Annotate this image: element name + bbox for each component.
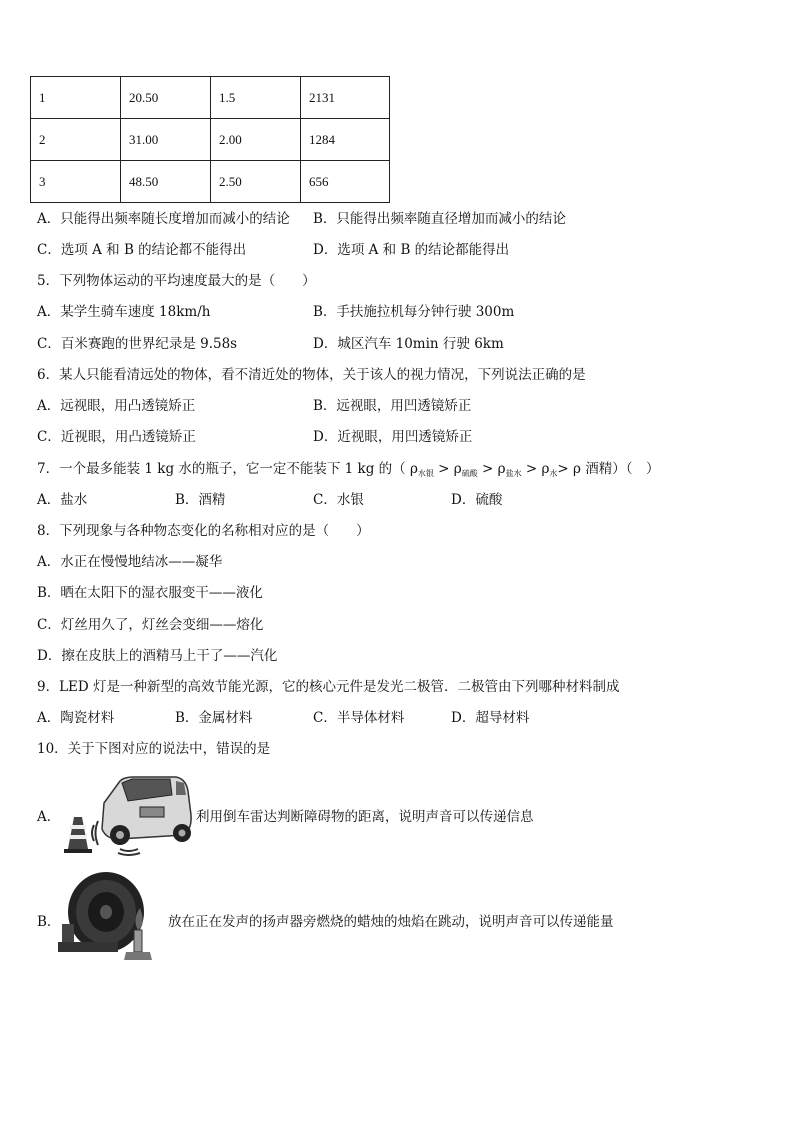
q5-stem: 5．下列物体运动的平均速度最大的是（ ） — [37, 273, 316, 289]
q7-option-b: B．酒精 — [175, 492, 226, 508]
table-row — [31, 77, 390, 119]
q7-option-c: C．水银 — [313, 492, 364, 508]
q5-option-a: A．某学生骑车速度 18km/h — [37, 304, 211, 320]
q9-option-a: A．陶瓷材料 — [37, 710, 115, 726]
q4-option-c: C．选项 A 和 B 的结论都不能得出 — [37, 242, 247, 258]
q8-option-d: D．擦在皮肤上的酒精马上干了——汽化 — [37, 648, 278, 664]
car-radar-image — [58, 773, 194, 857]
q10-stem: 10．关于下图对应的说法中，错误的是 — [37, 741, 271, 757]
q10-option-b-text: 放在正在发声的扬声器旁燃烧的蜡烛的烛焰在跳动，说明声音可以传递能量 — [168, 914, 614, 930]
q9-option-b: B．金属材料 — [175, 710, 253, 726]
q5-option-d: D．城区汽车 10min 行驶 6km — [313, 336, 504, 352]
q8-stem: 8．下列现象与各种物态变化的名称相对应的是（ ） — [37, 523, 370, 539]
table-cell: 1 — [31, 77, 121, 119]
q8-option-b: B．晒在太阳下的湿衣服变干——液化 — [37, 585, 263, 601]
table-cell: 656 — [301, 161, 390, 203]
q6-stem: 6．某人只能看清远处的物体，看不清近处的物体，关于该人的视力情况，下列说法正确的是 — [37, 367, 586, 383]
table-cell: 20.50 — [121, 77, 211, 119]
q4-option-a: A．只能得出频率随长度增加而减小的结论 — [37, 211, 290, 227]
q5-option-b: B．手扶施拉机每分钟行驶 300m — [313, 304, 515, 320]
table-cell: 3 — [31, 161, 121, 203]
q4-option-b: B．只能得出频率随直径增加而减小的结论 — [313, 211, 566, 227]
q7-option-a: A．盐水 — [37, 492, 88, 508]
table-cell: 31.00 — [121, 119, 211, 161]
table-row — [31, 119, 390, 161]
table-cell: 2.00 — [211, 119, 301, 161]
q5-option-c: C．百米赛跑的世界纪录是 9.58s — [37, 336, 238, 352]
q6-option-a: A．远视眼，用凸透镜矫正 — [37, 398, 196, 414]
q7-option-d: D．硫酸 — [451, 492, 503, 508]
q10-option-b-label: B． — [37, 914, 61, 930]
q6-option-c: C．近视眼，用凸透镜矫正 — [37, 429, 196, 445]
q6-option-d: D．近视眼，用凹透镜矫正 — [313, 429, 473, 445]
table-cell: 2 — [31, 119, 121, 161]
q8-option-c: C．灯丝用久了，灯丝会变细——熔化 — [37, 617, 264, 633]
speaker-candle-image — [58, 868, 168, 964]
q7-stem: 7．一个最多能装 1 kg 水的瓶子，它一定不能装下 1 kg 的（ $\rho_{水银} > \rho_{硫酸} > \rho_{盐水} > \rho_水> \rho$ 酒精）（ ） — [37, 461, 660, 478]
q9-stem: 9．LED 灯是一种新型的高效节能光源，它的核心元件是发光二极管．二极管由下列哪种材料制成 — [37, 679, 620, 695]
table-row — [31, 161, 390, 203]
q9-option-d: D．超导材料 — [451, 710, 530, 726]
q9-option-c: C．半导体材料 — [313, 710, 405, 726]
q10-option-a-label: A． — [37, 809, 61, 825]
data-table — [30, 76, 390, 203]
q8-option-a: A．水正在慢慢地结冰——凝华 — [37, 554, 223, 570]
q6-option-b: B．远视眼，用凹透镜矫正 — [313, 398, 472, 414]
table-cell: 1284 — [301, 119, 390, 161]
q10-option-a-text: 利用倒车雷达判断障碍物的距离，说明声音可以传递信息 — [196, 809, 534, 825]
table-cell: 1.5 — [211, 77, 301, 119]
table-cell: 2131 — [301, 77, 390, 119]
q4-option-d: D．选项 A 和 B 的结论都能得出 — [313, 242, 510, 258]
table-cell: 2.50 — [211, 161, 301, 203]
table-cell: 48.50 — [121, 161, 211, 203]
